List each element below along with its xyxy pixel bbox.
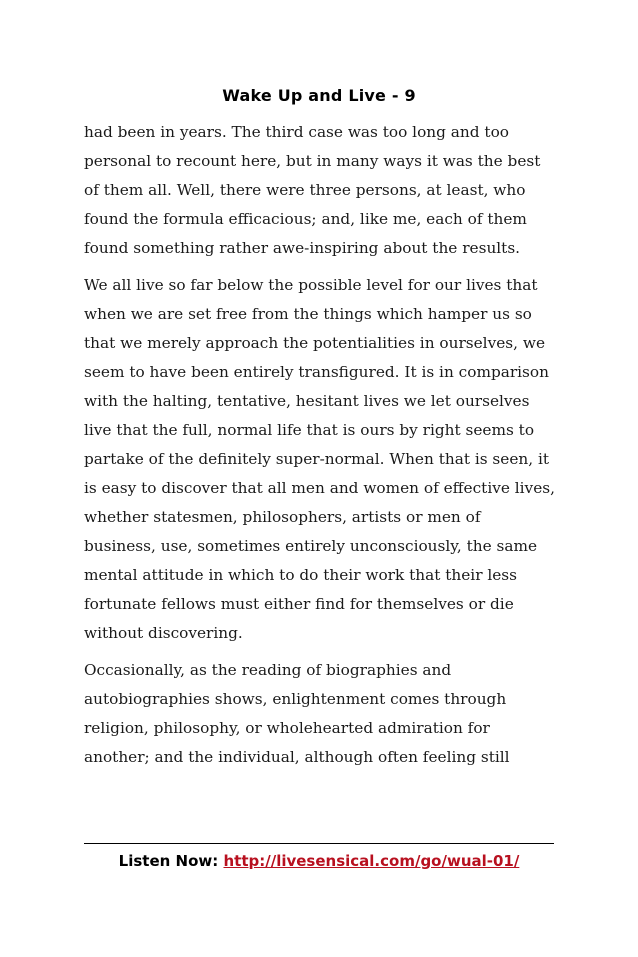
- text-line: found the formula efficacious; and, like me, each of them: [84, 210, 527, 228]
- text-line: We all live so far below the possible level for our lives that: [84, 276, 538, 294]
- text-line: with the halting, tentative, hesitant lives we let ourselves: [84, 392, 530, 410]
- text-line: personal to recount here, but in many ways it was the best: [84, 152, 541, 170]
- text-line: religion, philosophy, or wholehearted admiration for: [84, 719, 490, 737]
- footer-label: Listen Now:: [118, 852, 219, 870]
- paragraph-gap: [84, 648, 558, 656]
- text-line: had been in years. The third case was too long and too: [84, 123, 509, 141]
- text-line: partake of the definitely super-normal. When that is seen, it: [84, 450, 550, 468]
- paragraph-3: [84, 656, 558, 772]
- footer-divider: [84, 843, 554, 844]
- paragraph-gap: [84, 263, 558, 271]
- text-line: of them all. Well, there were three persons, at least, who: [84, 181, 526, 199]
- text-line: that we merely approach the potentialities in ourselves, we: [84, 334, 545, 352]
- text-line: fortunate fellows must either find for themselves or die: [84, 595, 514, 613]
- paragraph-2: [84, 271, 558, 648]
- text-line: found something rather awe-inspiring about the results.: [84, 239, 521, 257]
- listen-now-link[interactable]: http://livesensical.com/go/wual-01/: [223, 852, 520, 870]
- text-line: mental attitude in which to do their work that their less: [84, 566, 518, 584]
- text-line: live that the full, normal life that is ours by right seems to: [84, 421, 535, 439]
- text-line: autobiographies shows, enlightenment comes through: [84, 690, 507, 708]
- text-line: is easy to discover that all men and women of effective lives,: [84, 479, 555, 497]
- text-line: whether statesmen, philosophers, artists or men of: [84, 508, 481, 526]
- text-line: another; and the individual, although often feeling still: [84, 748, 510, 766]
- paragraph-1: [84, 118, 558, 263]
- text-line: business, use, sometimes entirely unconsciously, the same: [84, 537, 538, 555]
- text-line: when we are set free from the things which hamper us so: [84, 305, 532, 323]
- text-line: seem to have been entirely transfigured. It is in comparison: [84, 363, 549, 381]
- page-title: Wake Up and Live - 9: [222, 86, 416, 105]
- body-text: [84, 118, 558, 772]
- footer: [0, 852, 638, 870]
- text-line: Occasionally, as the reading of biographies and: [84, 661, 452, 679]
- text-line: without discovering.: [84, 624, 243, 642]
